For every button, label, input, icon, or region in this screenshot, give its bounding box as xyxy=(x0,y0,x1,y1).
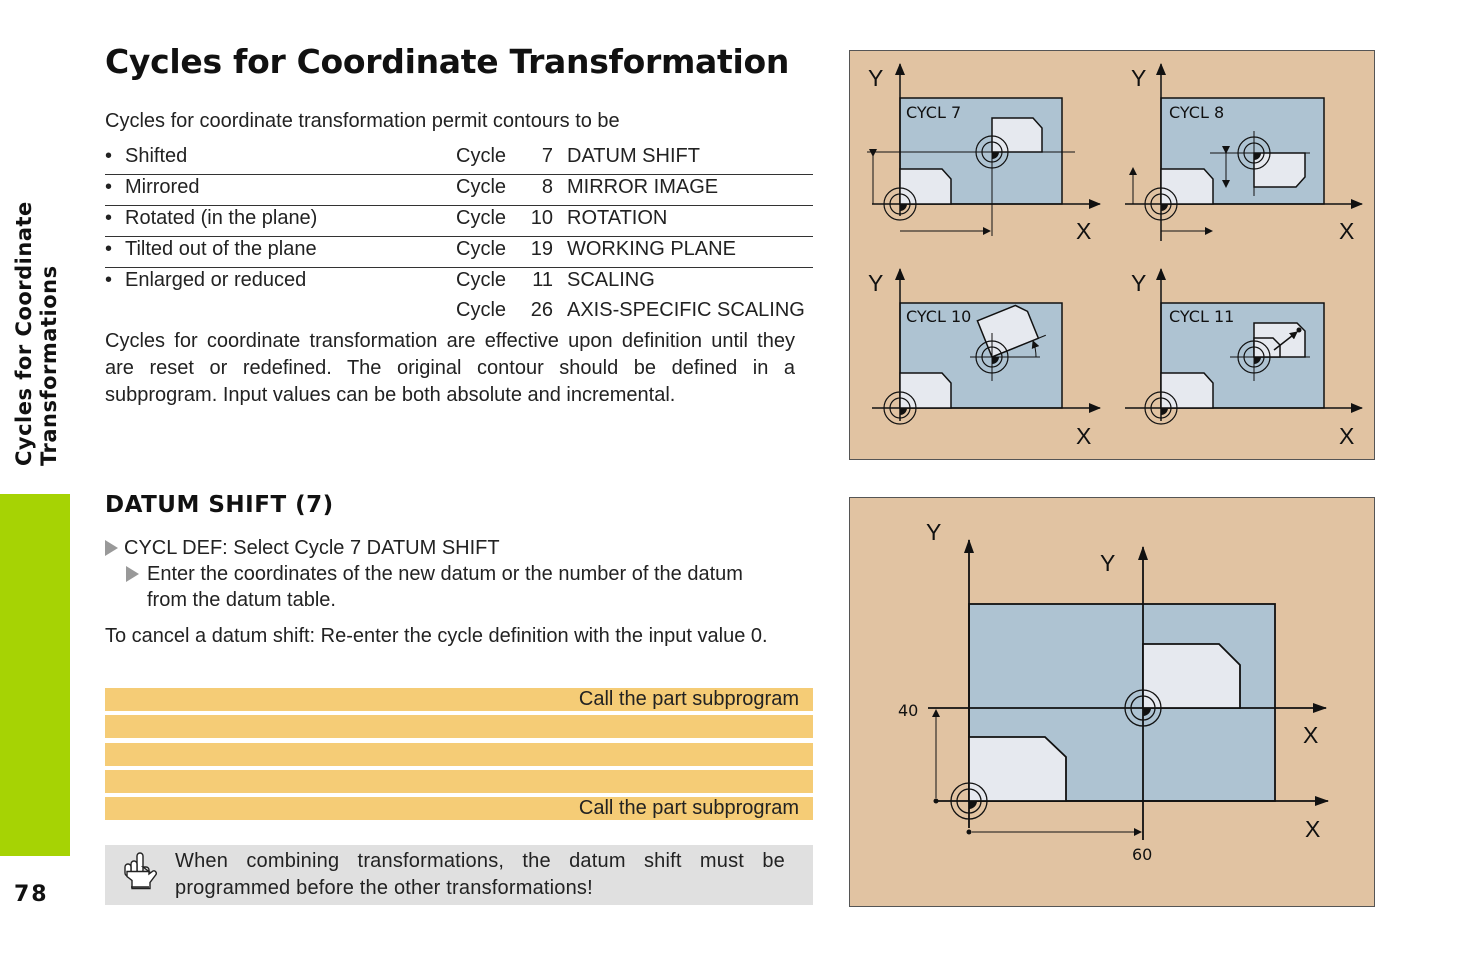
panel1-label: CYCL 7 xyxy=(906,103,962,122)
bullet-icon: • xyxy=(105,207,113,229)
cycle-word: Cycle xyxy=(456,299,507,321)
panel-cycl10 xyxy=(868,269,1100,449)
program-band-text xyxy=(799,743,813,765)
cycle-number: 26 xyxy=(530,299,553,321)
cycle-number: 11 xyxy=(532,269,553,291)
bullet-icon: • xyxy=(105,269,113,291)
inner-x-label: X xyxy=(1303,722,1319,748)
panel2-x-label: X xyxy=(1339,218,1355,244)
panel1-y-label: Y xyxy=(868,65,884,91)
section-heading: DATUM SHIFT (7) xyxy=(105,492,334,518)
cycle-word: Cycle xyxy=(456,269,507,291)
cancel-instruction: To cancel a datum shift: Re-enter the cycle definition with the input value 0. xyxy=(105,625,768,647)
dimension-40-label: 40 xyxy=(898,701,919,720)
pointing-hand-icon xyxy=(123,851,157,895)
note-text: When combining transformations, the datum shift must be programmed before the other transformations! xyxy=(175,850,785,899)
program-band-text xyxy=(799,715,813,737)
transform-row xyxy=(105,206,813,237)
transform-item-text: Mirrored xyxy=(125,176,200,198)
step-2 xyxy=(126,561,786,613)
transform-item-text: Shifted xyxy=(125,145,188,167)
bullet-icon: • xyxy=(105,176,113,198)
cycle-word: Cycle xyxy=(456,175,512,206)
transform-item xyxy=(105,237,456,268)
transform-item xyxy=(105,144,456,175)
panel4-label: CYCL 11 xyxy=(1169,307,1235,326)
program-band xyxy=(105,715,813,738)
cycle-word: Cycle xyxy=(456,144,512,175)
cycle-number: 7 xyxy=(512,144,567,175)
panel2-label: CYCL 8 xyxy=(1169,103,1225,122)
datum-shift-diagram xyxy=(850,498,1374,906)
panel-cycl8 xyxy=(1125,64,1362,244)
panel4-x-label: X xyxy=(1339,423,1355,449)
panel3-x-label: X xyxy=(1076,423,1092,449)
chapter-color-bar xyxy=(0,494,70,856)
bullet-icon: • xyxy=(105,145,113,167)
cycle-name: WORKING PLANE xyxy=(567,237,813,268)
transformation-table xyxy=(105,144,813,328)
transform-item-text: Enlarged or reduced xyxy=(125,269,307,291)
program-band-text xyxy=(799,770,813,792)
cycle-number: 10 xyxy=(512,206,567,237)
panel3-label: CYCL 10 xyxy=(906,307,972,326)
outer-x-label: X xyxy=(1305,816,1321,842)
panel1-x-label: X xyxy=(1076,218,1092,244)
figure-transformations-overview xyxy=(849,50,1375,460)
panel4-y-label: Y xyxy=(1131,270,1147,296)
note-box xyxy=(105,845,813,905)
arrow-right-icon xyxy=(105,540,118,556)
bullet-icon: • xyxy=(105,238,113,260)
transformations-diagram xyxy=(850,51,1374,459)
cycle-name: ROTATION xyxy=(567,206,813,237)
panel-cycl7 xyxy=(867,64,1100,244)
program-band-text: Call the part subprogram xyxy=(578,797,799,820)
transform-item-text: Tilted out of the plane xyxy=(125,238,317,260)
panel-cycl11 xyxy=(1125,269,1362,449)
step-1 xyxy=(105,535,500,561)
chapter-tab-line2: Transformations xyxy=(37,265,61,466)
effect-paragraph: Cycles for coordinate transformation are effective upon definition until they are reset or redefined. The original contour should be defined in a subprogram. Input values can be both absolute and incremental. xyxy=(105,330,795,406)
cycle-word: Cycle xyxy=(456,237,512,268)
panel3-y-label: Y xyxy=(868,270,884,296)
cycle-name: DATUM SHIFT xyxy=(567,144,813,175)
step-2-text: Enter the coordinates of the new datum or the number of the datum from the datum table. xyxy=(147,563,743,611)
transform-item xyxy=(105,268,456,299)
cycle-name: AXIS-SPECIFIC SCALING xyxy=(567,299,805,321)
program-band xyxy=(105,743,813,766)
panel2-y-label: Y xyxy=(1131,65,1147,91)
page-title: Cycles for Coordinate Transformation xyxy=(105,42,790,81)
inner-y-label: Y xyxy=(1100,550,1116,576)
transform-row xyxy=(105,175,813,206)
transform-row xyxy=(105,237,813,268)
program-band xyxy=(105,770,813,793)
cycle-number: 8 xyxy=(512,175,567,206)
program-band xyxy=(105,688,813,711)
cycle-number: 19 xyxy=(512,237,567,268)
chapter-tab-label xyxy=(12,136,72,466)
transform-item-text: Rotated (in the plane) xyxy=(125,207,318,229)
program-band xyxy=(105,797,813,820)
step-1-text: CYCL DEF: Select Cycle 7 DATUM SHIFT xyxy=(124,537,500,559)
program-band-text: Call the part subprogram xyxy=(578,688,799,710)
chapter-tab-line1: Cycles for Coordinate xyxy=(12,201,36,466)
outer-y-label: Y xyxy=(926,519,942,545)
transform-item xyxy=(105,298,456,328)
transform-item xyxy=(105,175,456,206)
cycle-word: Cycle xyxy=(456,206,512,237)
transform-item xyxy=(105,206,456,237)
transform-row xyxy=(105,298,813,328)
dimension-60-label: 60 xyxy=(1132,845,1153,864)
figure-datum-shift xyxy=(849,497,1375,907)
cycle-name: MIRROR IMAGE xyxy=(567,175,813,206)
arrow-right-icon xyxy=(126,566,139,582)
transform-row xyxy=(105,144,813,175)
cycle-name: SCALING xyxy=(567,269,655,291)
transform-row xyxy=(105,268,813,299)
intro-text: Cycles for coordinate transformation permit contours to be xyxy=(105,110,620,132)
page-number: 78 xyxy=(14,882,49,907)
